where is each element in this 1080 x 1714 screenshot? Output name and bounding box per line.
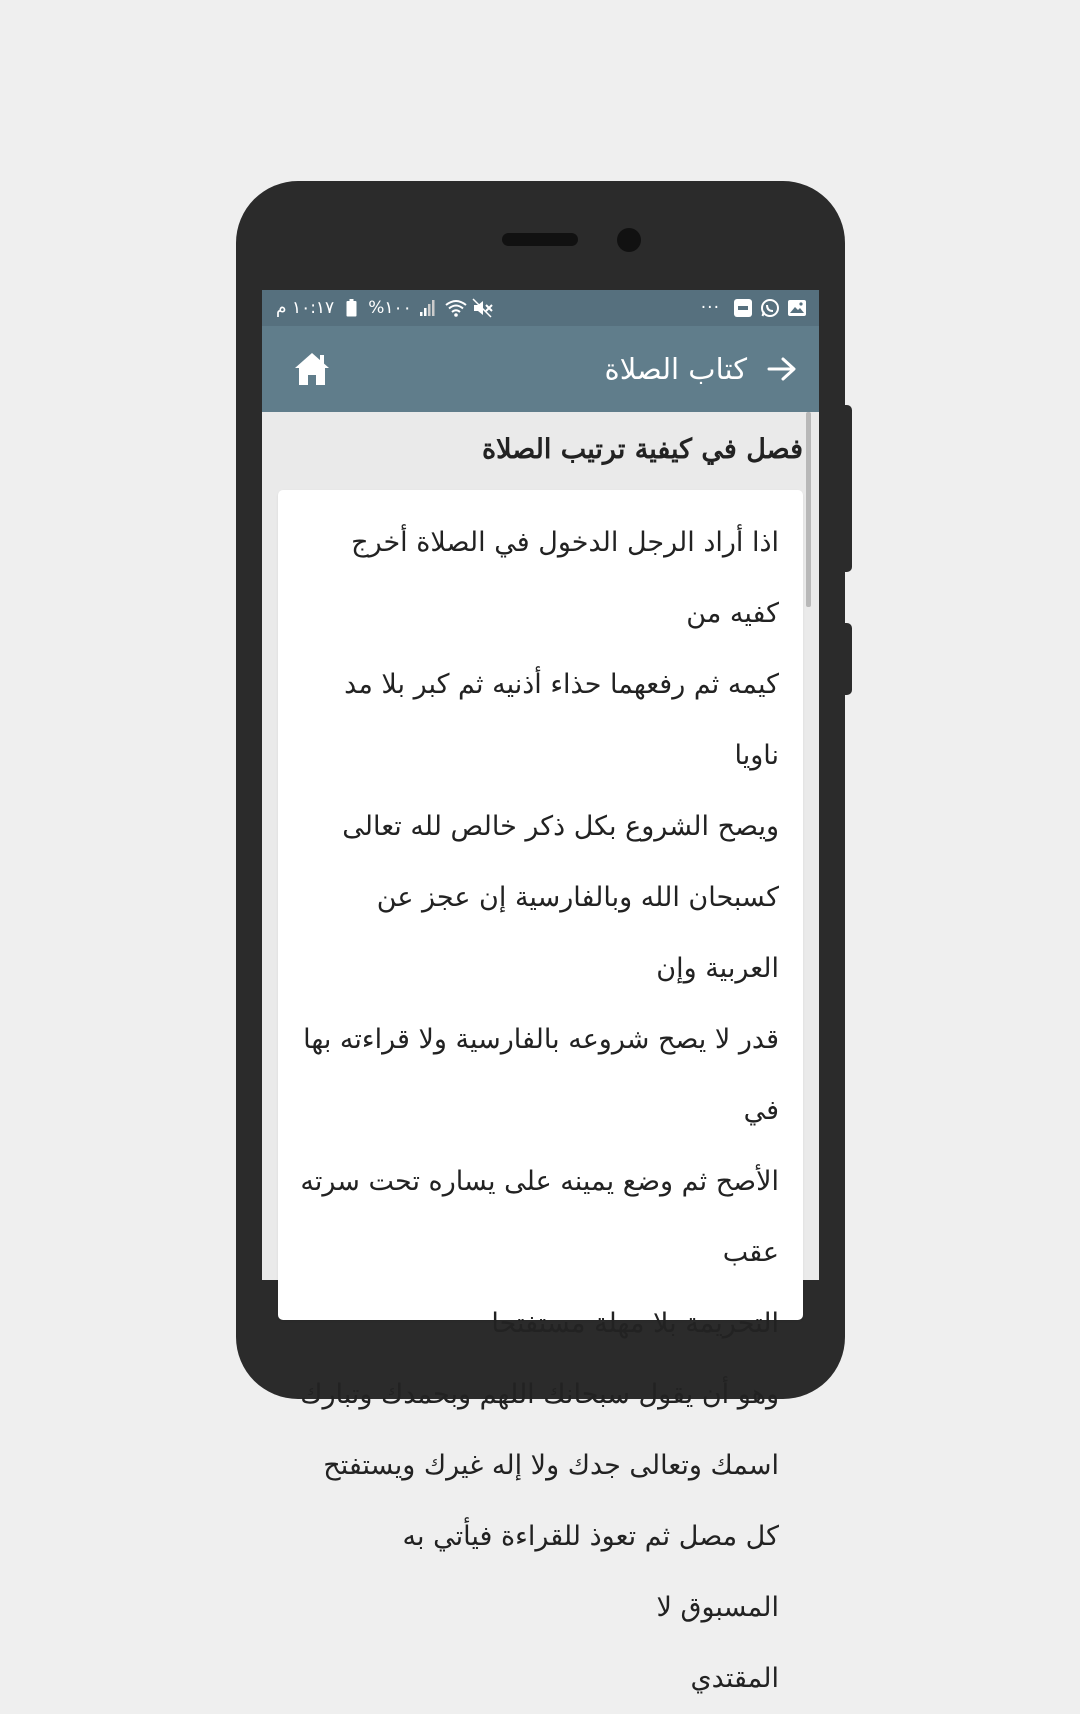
phone-camera [617, 228, 641, 252]
text-line: قدر لا يصح شروعه بالفارسية ولا قراءته بها في [303, 1024, 779, 1126]
battery-icon [341, 298, 361, 318]
text-line: اذا أراد الرجل الدخول في الصلاة أخرج كفيه من [351, 527, 779, 629]
status-time: ١٠:١٧ م [276, 298, 335, 318]
image-icon [787, 298, 807, 318]
app-bar [262, 326, 819, 412]
status-bar [262, 290, 819, 326]
status-left [276, 298, 493, 318]
text-line: المقتدي [690, 1663, 779, 1694]
scrollbar[interactable] [806, 412, 811, 607]
arrow-right-icon[interactable] [765, 352, 799, 386]
text-line: اسمك وتعالى جدك ولا إله غيرك ويستفتح [323, 1450, 779, 1481]
power-button [843, 405, 852, 572]
text-line: التحريمة بلا مهلة مستفتحا [491, 1308, 779, 1339]
phone-speaker [502, 233, 578, 246]
text-line: ويصح الشروع بكل ذكر خالص لله تعالى [342, 811, 779, 842]
volume-button [843, 623, 852, 695]
download-icon [733, 298, 753, 318]
text-line: الأصح ثم وضع يمينه على يساره تحت سرته عقب [300, 1166, 779, 1268]
status-right [701, 298, 807, 318]
phone-screen [262, 290, 819, 1694]
signal-icon [419, 298, 439, 318]
battery-level: %١٠٠ [368, 298, 412, 318]
text-line: كيمه ثم رفعهما حذاء أذنيه ثم كبر بلا مد ناويا [344, 669, 779, 771]
page-title: كتاب الصلاة [604, 352, 747, 386]
wifi-icon [446, 298, 466, 318]
title-group [605, 352, 819, 386]
text-line: كل مصل ثم تعوذ للقراءة فيأتي به المسبوق لا [402, 1521, 779, 1623]
text-card [278, 490, 803, 1694]
home-icon[interactable] [292, 349, 332, 389]
text-line: وهو أن يقول سبحانك اللهم وبحمدك وتبارك [300, 1379, 779, 1410]
text-line: كسبحان الله وبالفارسية إن عجز عن العربية وإن [376, 882, 779, 984]
body-text [278, 490, 803, 1714]
whatsapp-icon [760, 298, 780, 318]
mute-icon [473, 298, 493, 318]
more-dots-icon: ··· [700, 298, 720, 318]
chapter-title: فصل في كيفية ترتيب الصلاة [481, 434, 803, 465]
content-area[interactable] [262, 412, 819, 1694]
